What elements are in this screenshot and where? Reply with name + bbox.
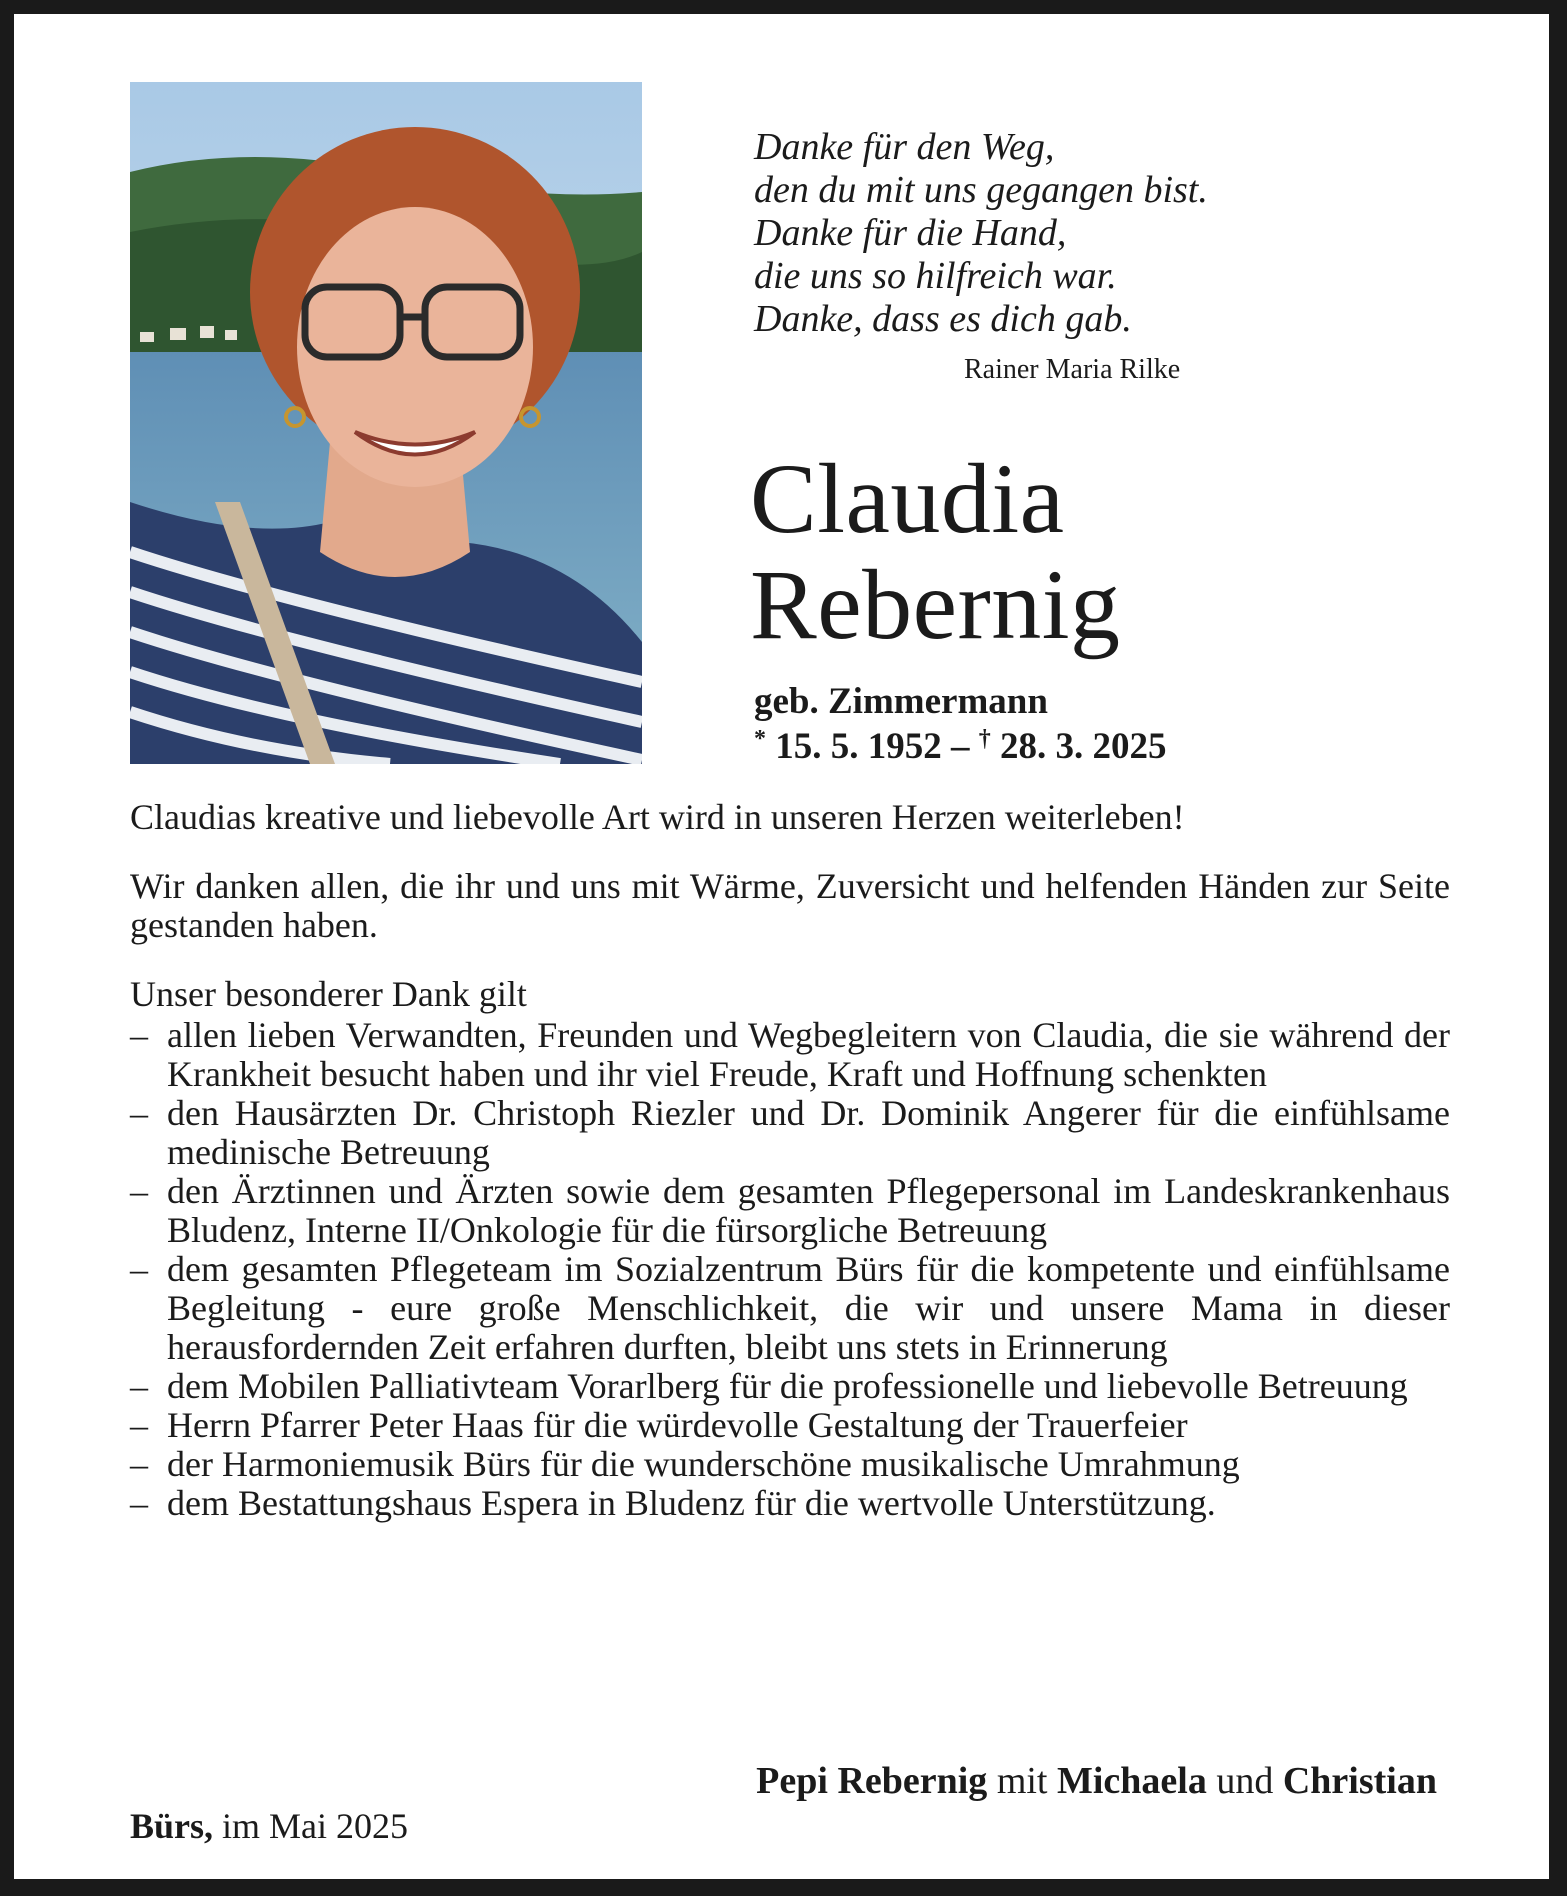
signer-name: Christian (1282, 1760, 1437, 1802)
list-item: – allen lieben Verwandten, Freunden und Wegbegleitern von Claudia, die sie während der Krankheit besucht haben und ihr viel Freude, Kraft und Hoffnung schenkten (130, 1016, 1450, 1094)
born-name: geb. Zimmermann (754, 681, 1048, 722)
list-item: – dem gesamten Pflegeteam im Sozialzentrum Bürs für die kompetente und einfühlsame Begleitung - eure große Menschlichkeit, die wir und unsere Mama in dieser herausfordernden Zeit erfahren durften, bleibt uns stets in Erinnerung (130, 1250, 1450, 1367)
poem (754, 126, 1354, 341)
place-date-text: im Mai 2025 (213, 1806, 409, 1846)
signature-conjunction: und (1206, 1760, 1283, 1802)
date-dash: – (951, 726, 970, 767)
signer-name: Pepi Rebernig (756, 1760, 988, 1802)
place-town: Bürs, (130, 1806, 214, 1846)
poem-author: Rainer Maria Rilke (964, 354, 1181, 385)
list-item: – den Hausärzten Dr. Christoph Riezler und Dr. Dominik Angerer für die einfühlsame medinische Betreuung (130, 1094, 1450, 1172)
death-symbol: † (978, 726, 991, 752)
signer-name: Michaela (1057, 1760, 1207, 1802)
list-item: – den Ärztinnen und Ärzten sowie dem gesamten Pflegepersonal im Landeskrankenhaus Bludenz, Interne II/Onkologie für die fürsorgliche Betreuung (130, 1172, 1450, 1250)
death-date: 28. 3. 2025 (1000, 726, 1167, 767)
thanks-list (130, 1016, 1450, 1523)
birth-date: 15. 5. 1952 (775, 726, 942, 767)
poem-line: Danke, dass es dich gab. (754, 298, 1132, 340)
last-name: Rebernig (750, 549, 1121, 660)
poem-line: den du mit uns gegangen bist. (754, 169, 1208, 211)
poem-line: Danke für den Weg, (754, 126, 1055, 168)
birth-symbol: * (754, 726, 766, 752)
thanks-heading: Unser besonderer Dank gilt (130, 974, 527, 1014)
signature (756, 1759, 1437, 1803)
signature-conjunction: mit (987, 1760, 1057, 1802)
deceased-name (750, 443, 1121, 660)
first-name: Claudia (750, 443, 1065, 554)
portrait-photo (130, 82, 642, 764)
poem-line: die uns so hilfreich war. (754, 255, 1117, 297)
place-date (130, 1805, 408, 1847)
obituary-page (14, 14, 1549, 1879)
portrait-illustration (130, 82, 642, 764)
obituary-text (130, 798, 1450, 1523)
thanks-all-text: Wir danken allen, die ihr und uns mit Wärme, Zuversicht und helfenden Händen zur Seite gestanden haben. (130, 866, 1450, 945)
list-item: – Herrn Pfarrer Peter Haas für die würdevolle Gestaltung der Trauerfeier (130, 1406, 1450, 1445)
poem-line: Danke für die Hand, (754, 212, 1067, 254)
list-item: – dem Bestattungshaus Espera in Bludenz für die wertvolle Unterstützung. (130, 1484, 1450, 1523)
list-item: – dem Mobilen Palliativteam Vorarlberg für die professionelle und liebevolle Betreuung (130, 1367, 1450, 1406)
list-item: – der Harmoniemusik Bürs für die wunderschöne musikalische Umrahmung (130, 1445, 1450, 1484)
life-dates (754, 725, 1167, 768)
intro-text: Claudias kreative und liebevolle Art wird in unseren Herzen weiterleben! (130, 797, 1185, 837)
